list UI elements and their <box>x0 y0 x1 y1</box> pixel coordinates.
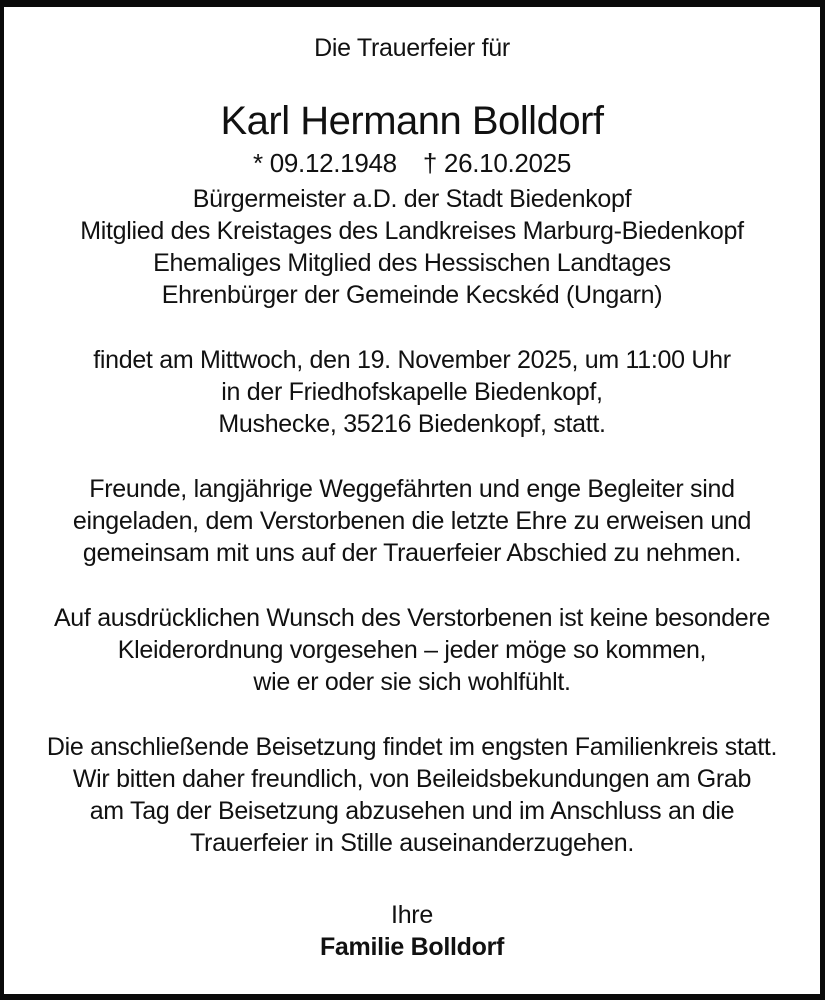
paragraph-line: Auf ausdrücklichen Wunsch des Verstorbenen ist keine besondere <box>53 604 771 632</box>
intro-line: Die Trauerfeier für <box>314 34 510 62</box>
service-details-block <box>4 344 820 440</box>
honorific-line: Mitglied des Kreistages des Landkreises Marburg-Biedenkopf <box>80 217 744 245</box>
honorific-line: Bürgermeister a.D. der Stadt Biedenkopf <box>192 185 632 213</box>
paragraph-line: am Tag der Beisetzung abzusehen und im Anschluss an die <box>89 797 735 825</box>
paragraph-line: Freunde, langjährige Weggefährten und enge Begleiter sind <box>89 475 735 503</box>
paragraph-line: eingeladen, dem Verstorbenen die letzte Ehre zu erweisen und <box>72 507 752 535</box>
honorifics-block <box>4 183 820 311</box>
service-line: in der Friedhofskapelle Biedenkopf, <box>221 378 603 406</box>
paragraph-line: Kleiderordnung vorgesehen – jeder möge so kommen, <box>117 636 707 664</box>
honorific-line: Ehrenbürger der Gemeinde Kecskéd (Ungarn) <box>161 281 663 309</box>
death-date: † 26.10.2025 <box>422 148 572 178</box>
paragraph-line: Die anschließende Beisetzung findet im engsten Familienkreis statt. <box>46 733 778 761</box>
honorific-line: Ehemaliges Mitglied des Hessischen Landtages <box>153 249 671 277</box>
dresscode-paragraph <box>4 602 820 698</box>
closing-block <box>4 899 820 963</box>
closing-family-name: Familie Bolldorf <box>319 933 505 961</box>
service-line: findet am Mittwoch, den 19. November 2025, um 11:00 Uhr <box>93 346 731 374</box>
paragraph-line: Wir bitten daher freundlich, von Beileidsbekundungen am Grab <box>72 765 752 793</box>
invitation-paragraph <box>4 473 820 569</box>
burial-paragraph <box>4 731 820 859</box>
deceased-name: Karl Hermann Bolldorf <box>220 99 604 143</box>
birth-date: * 09.12.1948 <box>252 148 397 178</box>
closing-salutation: Ihre <box>391 901 433 929</box>
paragraph-line: gemeinsam mit uns auf der Trauerfeier Abschied zu nehmen. <box>82 539 742 567</box>
service-line: Mushecke, 35216 Biedenkopf, statt. <box>218 410 606 438</box>
life-dates <box>4 146 820 180</box>
paragraph-line: Trauerfeier in Stille auseinanderzugehen. <box>190 829 634 857</box>
paragraph-line: wie er oder sie sich wohlfühlt. <box>253 668 571 696</box>
